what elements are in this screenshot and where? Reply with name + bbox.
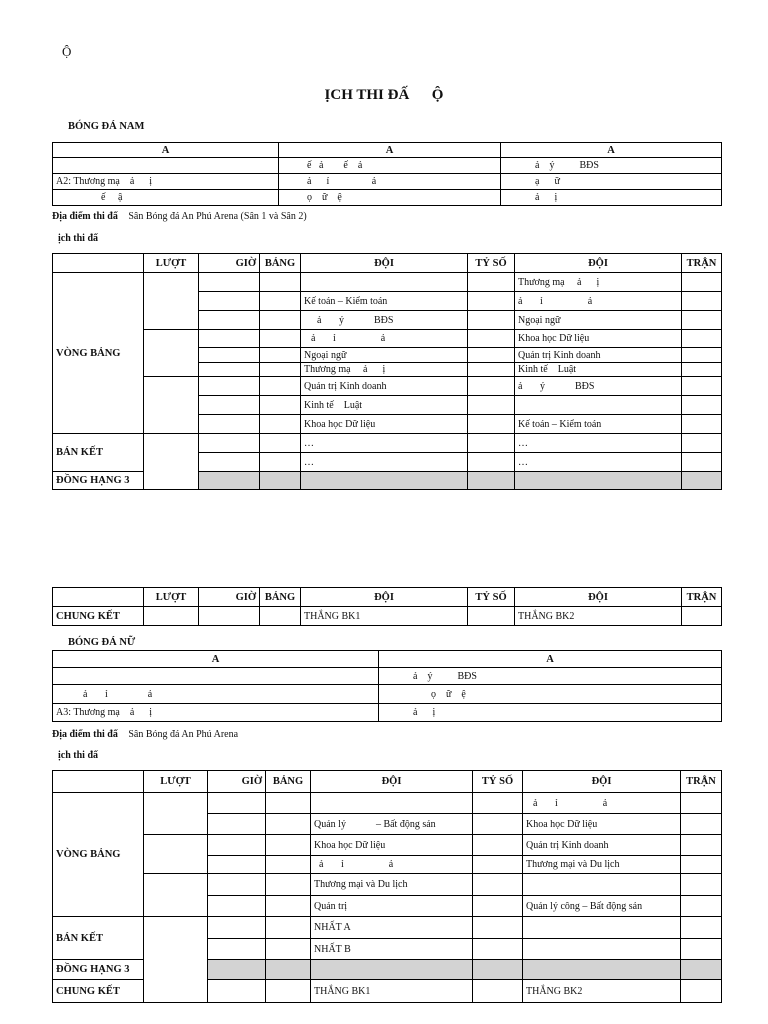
team-cell: Ngoại ngữ <box>515 311 682 330</box>
group-header: A <box>53 651 379 668</box>
men-schedule-table <box>52 253 722 490</box>
team-cell: ả ỉ ả <box>523 793 681 814</box>
group-cell: ọ ữ ệ <box>379 685 722 704</box>
col-ty-so: TỶ SỐ <box>468 588 515 607</box>
stage-final-label: CHUNG KẾT <box>53 607 144 626</box>
team-cell: THẮNG BK2 <box>515 607 682 626</box>
team-cell: Quản trị Kinh doanh <box>301 377 468 396</box>
team-cell <box>523 874 681 896</box>
team-cell: ả ỉ ả <box>311 856 473 874</box>
team-cell: Kế toán – Kiểm toán <box>515 415 682 434</box>
team-cell: Ngoại ngữ <box>301 348 468 363</box>
team-cell: Kinh tế Luật <box>301 396 468 415</box>
group-cell: ả ỉ ả <box>279 174 501 190</box>
women-heading: BÓNG ĐÁ NỮ <box>68 637 136 648</box>
team-cell <box>311 793 473 814</box>
col-doi: ĐỘI <box>523 771 681 793</box>
team-cell: Quản trị Kinh doanh <box>515 348 682 363</box>
col-doi: ĐỘI <box>515 588 682 607</box>
team-cell: ả ý BĐS <box>301 311 468 330</box>
col-bang: BẢNG <box>260 588 301 607</box>
team-cell <box>515 396 682 415</box>
men-schedule-label: ịch thi đấ <box>58 233 99 244</box>
col-tran: TRẬN <box>681 771 722 793</box>
team-cell <box>301 273 468 292</box>
team-cell: THẮNG BK1 <box>301 607 468 626</box>
team-cell: ả ý BĐS <box>515 377 682 396</box>
col-doi: ĐỘI <box>301 588 468 607</box>
women-groups-table <box>52 650 722 722</box>
stage-group-label: VÒNG BẢNG <box>53 273 144 434</box>
men-groups-table <box>52 142 722 206</box>
team-cell: Khoa học Dữ liệu <box>515 330 682 348</box>
col-gio: GIỜ <box>208 771 266 793</box>
group-cell: A3: Thương mạ ả ị <box>53 704 379 722</box>
team-cell: Khoa học Dữ liệu <box>523 814 681 835</box>
col-luot: LƯỢT <box>144 254 199 273</box>
team-cell: Quản lý công – Bất động sản <box>523 896 681 917</box>
stage-semi-label: BÁN KẾT <box>53 434 144 472</box>
group-header: A <box>379 651 722 668</box>
team-cell: Quản trị Kinh doanh <box>523 835 681 856</box>
col-bang: BẢNG <box>260 254 301 273</box>
col-tran: TRẬN <box>682 588 722 607</box>
team-cell: ả ỉ ả <box>301 330 468 348</box>
team-cell: Quản trị <box>311 896 473 917</box>
venue-value: Sân Bóng đá An Phú Arena <box>128 729 239 740</box>
men-final-table <box>52 587 722 626</box>
venue-label: Địa điểm thi đấ <box>52 729 118 740</box>
team-cell: Thương mạ ả ị <box>301 363 468 377</box>
venue-value: Sân Bóng đá An Phú Arena (Sân 1 và Sân 2) <box>128 211 307 222</box>
stage-semi-label: BÁN KẾT <box>53 917 144 960</box>
group-cell: ế ậ <box>53 190 279 206</box>
team-cell: … <box>515 453 682 472</box>
team-cell: Thương mại và Du lịch <box>523 856 681 874</box>
men-heading: BÓNG ĐÁ NAM <box>68 121 145 132</box>
group-header: A <box>53 143 279 158</box>
group-cell: ả ị <box>379 704 722 722</box>
col-doi: ĐỘI <box>515 254 682 273</box>
team-cell: Quản lý – Bất động sản <box>311 814 473 835</box>
col-ty-so: TỶ SỐ <box>468 254 515 273</box>
col-doi: ĐỘI <box>311 771 473 793</box>
col-doi: ĐỘI <box>301 254 468 273</box>
col-gio: GIỜ <box>199 254 260 273</box>
team-cell: NHẤT A <box>311 917 473 939</box>
women-venue <box>52 729 238 740</box>
col-ty-so: TỶ SỐ <box>473 771 523 793</box>
group-header: A <box>501 143 722 158</box>
col-luot: LƯỢT <box>144 588 199 607</box>
col-bang: BẢNG <box>266 771 311 793</box>
team-cell: ả ỉ ả <box>515 292 682 311</box>
team-cell: THẮNG BK1 <box>311 980 473 1003</box>
women-schedule-label: ịch thi đấ <box>58 750 99 761</box>
group-cell: ế ả ế ả <box>279 158 501 174</box>
group-header: A <box>279 143 501 158</box>
page-title: ỊCH THI ĐẤ Ộ <box>324 87 444 103</box>
team-cell: … <box>301 434 468 453</box>
stage-third-label: ĐỒNG HẠNG 3 <box>53 472 144 490</box>
stage-third-label: ĐỒNG HẠNG 3 <box>53 960 144 980</box>
team-cell: … <box>515 434 682 453</box>
team-cell: THẮNG BK2 <box>523 980 681 1003</box>
group-cell: ả ý BĐS <box>501 158 722 174</box>
group-cell: ả ý BĐS <box>379 668 722 685</box>
group-cell: A2: Thương mạ ả ị <box>53 174 279 190</box>
women-schedule-table <box>52 770 722 1003</box>
group-cell: ạ ữ <box>501 174 722 190</box>
group-cell <box>53 668 379 685</box>
men-venue <box>52 211 307 222</box>
group-cell: ả ị <box>501 190 722 206</box>
stage-final-label: CHUNG KẾT <box>53 980 144 1003</box>
stage-group-label: VÒNG BẢNG <box>53 793 144 917</box>
team-cell: Kế toán – Kiểm toán <box>301 292 468 311</box>
group-cell: ọ ữ ệ <box>279 190 501 206</box>
team-cell: Thương mại và Du lịch <box>311 874 473 896</box>
venue-label: Địa điểm thi đấ <box>52 211 118 222</box>
team-cell: NHẤT B <box>311 939 473 960</box>
team-cell: Kinh tế Luật <box>515 363 682 377</box>
team-cell: Thương mạ ả ị <box>515 273 682 292</box>
team-cell: … <box>301 453 468 472</box>
group-cell <box>53 158 279 174</box>
team-cell: Khoa học Dữ liệu <box>301 415 468 434</box>
col-luot: LƯỢT <box>144 771 208 793</box>
team-cell: Khoa học Dữ liệu <box>311 835 473 856</box>
group-cell: ả ỉ ả <box>53 685 379 704</box>
col-tran: TRẬN <box>682 254 722 273</box>
col-gio: GIỜ <box>199 588 260 607</box>
top-mark: Ộ <box>62 44 72 59</box>
